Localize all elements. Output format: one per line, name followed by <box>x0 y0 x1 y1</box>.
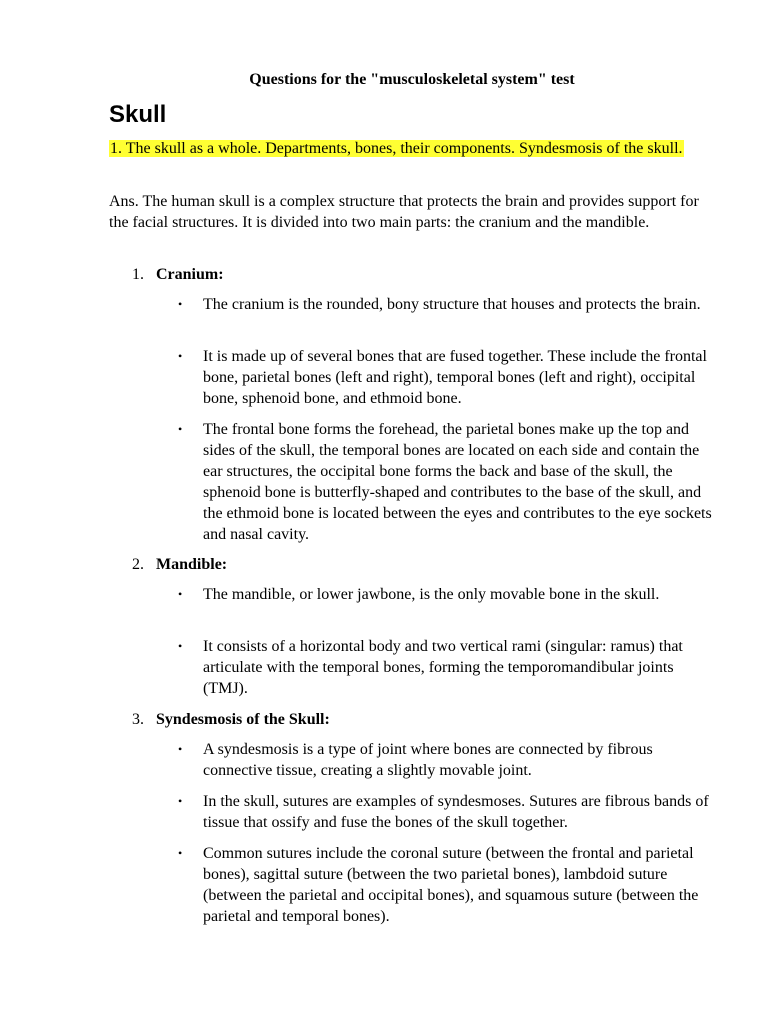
section-number: 2. <box>132 556 144 573</box>
question-number: 1. <box>110 140 122 157</box>
bullet-icon: • <box>178 639 183 653</box>
bullet-text: The mandible, or lower jawbone, is the only movable bone in the skull. <box>203 586 660 603</box>
question-highlight <box>109 140 684 157</box>
answer-intro: Ans. The human skull is a complex structure that protects the brain and provides support for the facial structures. It is divided into two main parts: the cranium and the mandible. <box>109 193 699 231</box>
bullet-text: The frontal bone forms the forehead, the parietal bones make up the top and sides of the skull, the temporal bones are located on each side and contain the ear structures, the occipital bone forms the back and base of the skull, the sphenoid bone is butterfly-shaped and contributes to the base of the skull, and the ethmoid bone is located between the eyes and contributes to the eye sockets and nasal cavity. <box>203 421 712 543</box>
bullet-icon: • <box>178 742 183 756</box>
bullet-item <box>178 584 718 605</box>
section-label: Syndesmosis of the Skull: <box>156 711 330 728</box>
bullet-icon: • <box>178 297 183 311</box>
bullet-text: Common sutures include the coronal suture (between the frontal and parietal bones), sagittal suture (between the two parietal bones), lambdoid suture (between the parietal and occipital bones), and squamous suture (between the parietal and temporal bones). <box>203 845 699 925</box>
bullet-icon: • <box>178 846 183 860</box>
bullet-item <box>178 346 718 409</box>
question-item <box>109 138 721 159</box>
bullet-text: A syndesmosis is a type of joint where bones are connected by fibrous connective tissue, creating a slightly movable joint. <box>203 741 653 779</box>
bullet-icon: • <box>178 587 183 601</box>
section-number: 1. <box>132 266 144 283</box>
question-text: The skull as a whole. Departments, bones, their components. Syndesmosis of the skull. <box>125 140 683 157</box>
bullet-icon: • <box>178 794 183 808</box>
bullet-icon: • <box>178 349 183 363</box>
section-syndesmosis <box>132 709 330 730</box>
bullet-item <box>178 843 718 927</box>
section-mandible <box>132 554 227 575</box>
section-heading: Skull <box>109 101 167 128</box>
bullet-text: It is made up of several bones that are fused together. These include the frontal bone, parietal bones (left and right), temporal bones (left and right), occipital bone, sphenoid bone, and ethmoid bone. <box>203 348 707 407</box>
bullet-item <box>178 294 718 315</box>
bullet-text: It consists of a horizontal body and two vertical rami (singular: ramus) that articulate with the temporal bones, forming the temporomandibular joints (TMJ). <box>203 638 683 697</box>
bullet-item <box>178 791 718 833</box>
section-label: Mandible: <box>156 556 228 573</box>
section-number: 3. <box>132 711 144 728</box>
section-label: Cranium: <box>156 266 224 283</box>
bullet-item <box>178 419 718 545</box>
section-cranium <box>132 264 224 285</box>
bullet-item <box>178 739 718 781</box>
bullet-text: In the skull, sutures are examples of syndesmoses. Sutures are fibrous bands of tissue that ossify and fuse the bones of the skull together. <box>203 793 709 831</box>
document-title: Questions for the "musculoskeletal system" test <box>249 71 575 88</box>
bullet-icon: • <box>178 422 183 436</box>
bullet-item <box>178 636 718 699</box>
bullet-text: The cranium is the rounded, bony structure that houses and protects the brain. <box>203 296 701 313</box>
